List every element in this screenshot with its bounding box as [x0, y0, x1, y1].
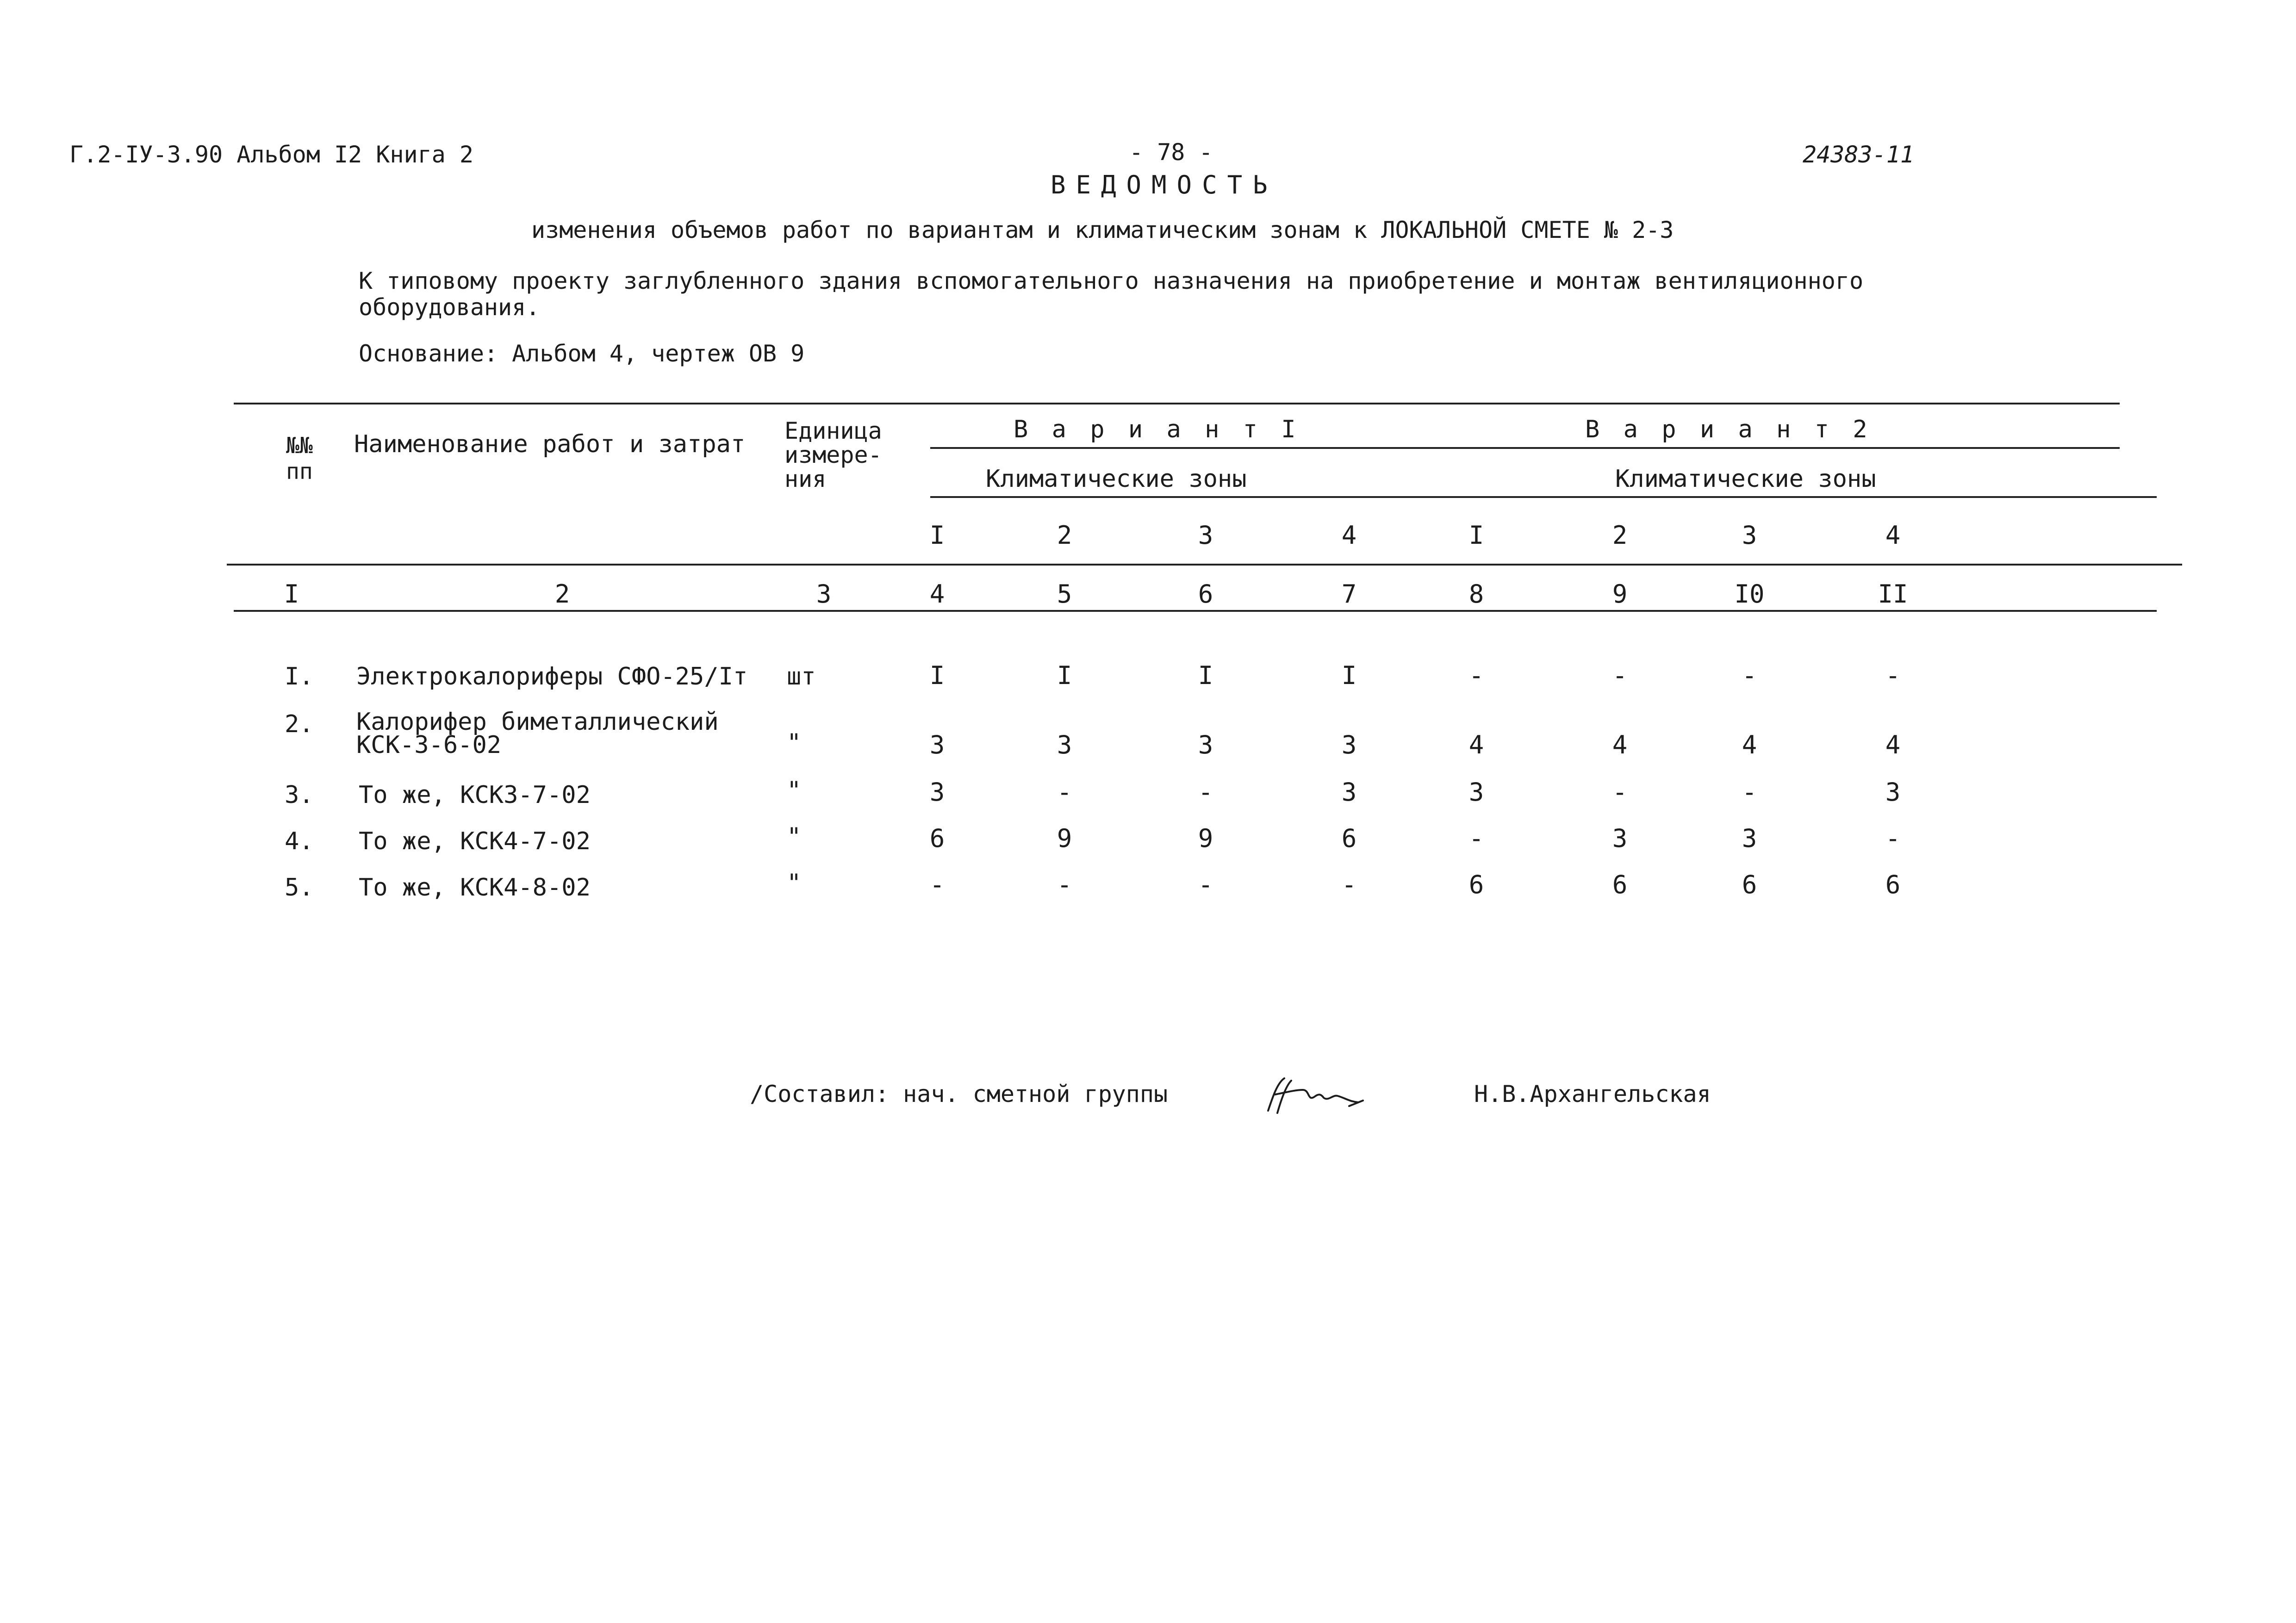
project-description-line1: К типовому проекту заглубленного здания вспомогательного назначения на приобретение и монтаж вентиляционного [359, 267, 1864, 294]
row-unit: шт [787, 663, 816, 690]
row-value: 3 [1468, 777, 1484, 807]
variant-1-header: В а р и а н т I [1014, 416, 1300, 443]
variant-2-header: В а р и а н т 2 [1585, 416, 1872, 443]
row-value: 6 [1341, 824, 1357, 853]
row-value: 6 [1612, 870, 1628, 899]
row-value: - [1468, 824, 1484, 853]
row-unit: " [787, 729, 802, 757]
column-numbers-rule [234, 610, 2157, 612]
zones-rule [930, 496, 2157, 498]
handwritten-signature [1259, 1069, 1370, 1120]
row-unit: " [787, 869, 802, 897]
project-description-line2: оборудования. [359, 294, 540, 321]
row-value: 9 [1198, 824, 1213, 853]
zone-number: I [1468, 521, 1484, 550]
column-number: 3 [816, 579, 832, 609]
row-value: 3 [1341, 777, 1357, 807]
row-number: 2. [285, 710, 314, 738]
column-number: 2 [554, 579, 570, 609]
column-number: II [1878, 579, 1908, 609]
document-title: ВЕДОМОСТЬ [1051, 170, 1278, 199]
row-value: 3 [1612, 824, 1628, 853]
row-value: 4 [1612, 730, 1628, 759]
row-value: 4 [1742, 730, 1757, 759]
compiled-by-label: /Составил: нач. сметной группы [750, 1081, 1168, 1107]
row-value: 3 [1341, 730, 1357, 759]
column-number: 5 [1057, 579, 1072, 609]
row-value: - [1057, 777, 1072, 807]
row-value: 6 [1742, 870, 1757, 899]
variant-2-zones-label: Климатические зоны [1615, 465, 1876, 493]
row-value: 6 [1468, 870, 1484, 899]
zone-number: I [929, 521, 945, 550]
row-value: 6 [1885, 870, 1901, 899]
row-value: - [1742, 661, 1757, 690]
document-code: Г.2-IУ-3.90 Альбом I2 Книга 2 [69, 141, 473, 168]
row-name: То же, КСКЗ-7-02 [359, 781, 591, 809]
row-value: - [1885, 661, 1901, 690]
row-value: - [1198, 870, 1213, 899]
row-value: 3 [929, 730, 945, 759]
row-value: - [1468, 661, 1484, 690]
row-name: То же, КСК4-7-02 [359, 827, 591, 855]
zone-number: 4 [1885, 521, 1901, 550]
column-number: 6 [1198, 579, 1213, 609]
header-bottom-rule [227, 564, 2182, 566]
col-unit-header: Единица измере- ния [784, 417, 882, 492]
row-value: - [929, 870, 945, 899]
variant-1-zones-label: Климатические зоны [986, 465, 1247, 493]
column-number: 4 [929, 579, 945, 609]
column-number: 7 [1341, 579, 1357, 609]
row-value: - [1742, 777, 1757, 807]
row-value: 3 [1057, 730, 1072, 759]
column-number: 9 [1612, 579, 1628, 609]
row-value: - [1885, 824, 1901, 853]
row-value: 9 [1057, 824, 1072, 853]
page-number: - 78 - [1129, 139, 1213, 166]
col-number-header: №№ пп [286, 433, 313, 485]
row-name: То же, КСК4-8-02 [359, 874, 591, 902]
row-value: I [929, 661, 945, 690]
row-value: - [1341, 870, 1357, 899]
basis-line: Основание: Альбом 4, чертеж ОВ 9 [359, 340, 805, 367]
row-value: 3 [929, 777, 945, 807]
zone-number: 2 [1612, 521, 1628, 550]
variant-rule [930, 447, 2120, 449]
row-value: - [1198, 777, 1213, 807]
row-number: I. [285, 663, 314, 690]
compiler-name: Н.В.Архангельская [1474, 1081, 1711, 1107]
row-value: 6 [929, 824, 945, 853]
row-value: 3 [1885, 777, 1901, 807]
row-number: 3. [285, 781, 314, 809]
row-value: - [1057, 870, 1072, 899]
column-number: I0 [1734, 579, 1765, 609]
document-subtitle: изменения объемов работ по вариантам и климатическим зонам к ЛОКАЛЬНОЙ СМЕТЕ № 2-3 [531, 217, 1674, 243]
row-name: Калорифер биметаллический КСК-3-6-02 [356, 708, 719, 759]
row-name: Электрокалориферы СФО-25/Iт [356, 663, 748, 690]
col-name-header: Наименование работ и затрат [354, 430, 746, 458]
row-number: 5. [285, 874, 314, 902]
row-value: - [1612, 777, 1628, 807]
column-number: I [284, 579, 299, 609]
row-unit: " [787, 777, 802, 804]
row-value: I [1198, 661, 1213, 690]
document-number: 24383-11 [1803, 141, 1914, 168]
table-top-rule [234, 403, 2120, 404]
row-value: I [1057, 661, 1072, 690]
zone-number: 4 [1341, 521, 1357, 550]
row-unit: " [787, 823, 802, 851]
row-value: 4 [1468, 730, 1484, 759]
row-value: 3 [1742, 824, 1757, 853]
zone-number: 3 [1742, 521, 1757, 550]
row-value: I [1341, 661, 1357, 690]
row-value: 3 [1198, 730, 1213, 759]
column-number: 8 [1468, 579, 1484, 609]
row-value: - [1612, 661, 1628, 690]
zone-number: 2 [1057, 521, 1072, 550]
row-value: 4 [1885, 730, 1901, 759]
row-number: 4. [285, 827, 314, 855]
zone-number: 3 [1198, 521, 1213, 550]
